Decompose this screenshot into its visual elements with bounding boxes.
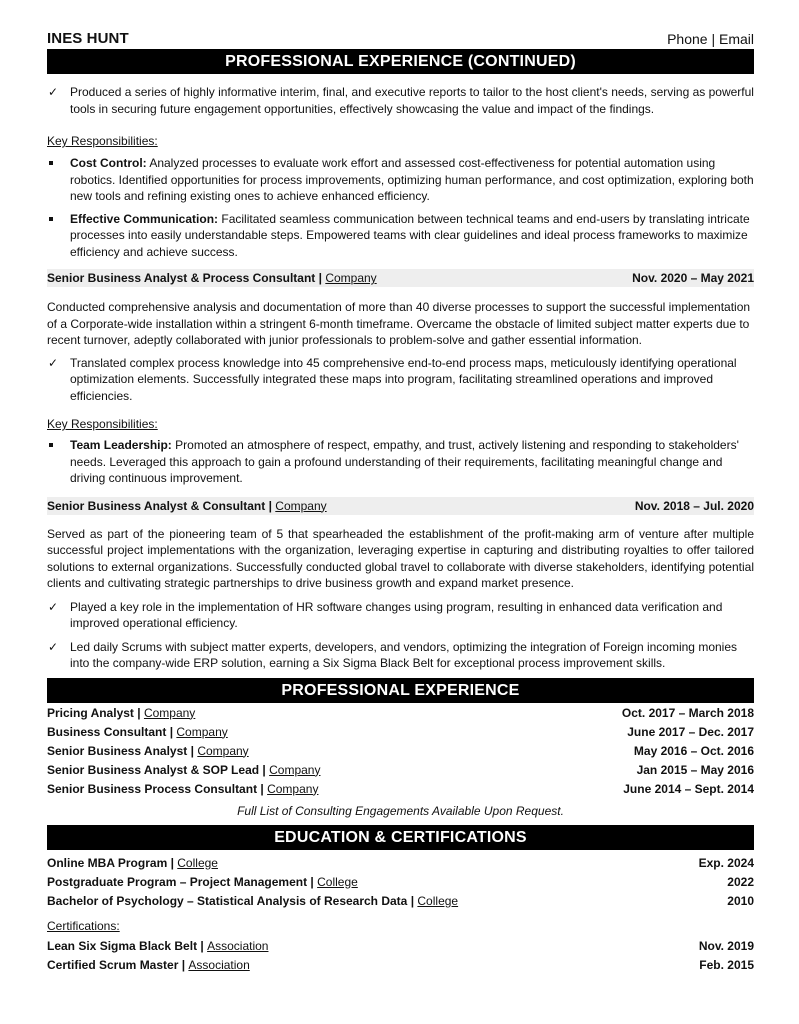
role-title: Senior Business Process Consultant [47,781,258,796]
certification-year: Feb. 2015 [699,957,754,972]
achievement-item: ✓ Led daily Scrums with subject matter experts, developers, and vendors, optimizing the integration of Foreign incoming monies into the company-wide ERP solution, earning a Six Sigma Black Belt for exceptional process improvement skills. [47,639,754,672]
responsibility-title: Team Leadership: [70,438,172,452]
certification-title: Certified Scrum Master [47,957,179,972]
responsibility-text: Analyzed processes to evaluate work effort and assessed cost-effectiveness for potential automation using robotics. Identified opportunities for process improvements, optimizing human performance, and cost optimization, exploring both new tools and refining existing ones to achieve enhanced efficiency. [70,156,754,203]
job-separator: | [265,498,276,513]
job-title-text: Senior Business Analyst & Consultant [47,498,266,513]
prior-role-row [47,742,754,761]
job-header [47,269,754,287]
job-separator: | [315,271,326,285]
responsibility-item [47,155,754,205]
role-separator: | [257,781,268,796]
job-summary: Served as part of the pioneering team of 5 that spearheaded the establishment of the profit-making arm of venture after multiple successful project implementations with the organization, leveraging expertise in capturing and distributing royalties to offer tailored solutions to external organizations. Successfully conducted global travel to collaborate with diverse stakeholders, identifying potential clients and cultivating strategic partnerships to drive business growth and expand market presence. [47,526,754,590]
degree-title: Postgraduate Program – Project Management [47,874,308,889]
contact-separator: | [711,31,716,47]
resume-header [47,30,754,47]
section-title-experience: PROFESSIONAL EXPERIENCE [47,678,754,703]
degree-year: 2010 [727,893,754,908]
job-dates: Nov. 2018 – Jul. 2020 [634,498,754,513]
prior-role-row [47,723,754,742]
degree-title: Bachelor of Psychology – Statistical Analysis of Research Data [47,893,408,908]
section-title-experience-continued: PROFESSIONAL EXPERIENCE (CONTINUED) [47,49,754,74]
role-separator: | [259,762,270,777]
key-responsibilities-label: Key Responsibilities: [47,134,158,148]
job-title [47,269,377,287]
role-title: Business Consultant [47,724,167,739]
certification-title: Lean Six Sigma Black Belt [47,938,198,953]
job-summary: Conducted comprehensive analysis and documentation of more than 40 diverse processes to support the successful implementation of a Corporate-wide installation within a stringent 6-month timeframe. Overcame the obstacle of limited subject matter experts due to recent turnover, adeptly collaborated with junior professionals to problem-solve and gather essential information. [47,300,751,347]
role-dates: Oct. 2017 – March 2018 [621,705,754,720]
certification-separator: | [178,957,189,972]
education-row [47,892,754,911]
continued-achievements [47,84,754,117]
company-link[interactable]: Company [143,705,196,720]
role-dates: June 2014 – Sept. 2014 [623,781,754,796]
key-responsibilities-label: Key Responsibilities: [47,417,158,431]
role-title: Senior Business Analyst & SOP Lead [47,762,260,777]
certification-separator: | [197,938,208,953]
certification-year: Nov. 2019 [698,938,754,953]
company-link[interactable]: Company [267,781,319,796]
job-title [47,497,327,515]
degree-title: Online MBA Program [47,855,168,870]
role-dates: May 2016 – Oct. 2016 [633,743,754,758]
continued-responsibilities [47,155,754,260]
resume-page [47,30,754,975]
company-link[interactable]: Company [325,271,377,285]
responsibility-item [47,211,754,261]
company-link[interactable]: Company [275,498,327,513]
achievement-item: ✓ Played a key role in the implementation of HR software changes using program, resulting in enhanced data verification and improved operational efficiency. [47,599,754,632]
education-list [47,854,754,911]
certifications-list [47,937,754,975]
prior-roles-list [47,704,754,799]
responsibility-title: Effective Communication: [70,211,219,226]
company-link[interactable]: Company [269,762,321,777]
association-link[interactable]: Association [188,957,250,972]
responsibility-text: Facilitated seamless communication between technical teams and end-users by translating intricate processes into easily understandable steps. Empowered teams with clear guidelines and ideal process frameworks to maximize efficiency and achieve success. [70,211,750,259]
job-title-text: Senior Business Analyst & Process Consultant [47,271,316,285]
association-link[interactable]: Association [207,938,269,953]
school-link[interactable]: College [417,893,459,908]
job-dates: Nov. 2020 – May 2021 [632,271,754,285]
candidate-name: INES HUNT [47,30,129,47]
role-separator: | [133,705,144,720]
prior-role-row [47,780,754,799]
school-link[interactable]: College [317,874,358,889]
email: Email [718,31,754,47]
school-link[interactable]: College [177,855,218,870]
company-link[interactable]: Company [197,743,249,758]
contact-info [667,31,754,47]
education-row [47,854,754,873]
degree-separator: | [407,893,418,908]
certification-row [47,956,754,975]
role-title: Senior Business Analyst [47,743,188,758]
responsibility-item [47,437,754,487]
prior-role-row [47,761,754,780]
certification-row [47,937,754,956]
prior-role-row [47,704,754,723]
degree-year: Exp. 2024 [698,855,754,870]
achievement-item: ✓ Translated complex process knowledge into 45 comprehensive end-to-end process maps, meticulously identifying operational optimization elements. Successfully integrated these maps into program, facilitating streamlined operations and improved efficiencies. [47,355,754,405]
phone: Phone [667,31,708,47]
job-header [47,497,754,515]
degree-separator: | [167,855,178,870]
role-dates: Jan 2015 – May 2016 [636,762,754,777]
role-separator: | [187,743,198,758]
section-title-education: EDUCATION & CERTIFICATIONS [47,825,754,850]
role-title: Pricing Analyst [47,705,134,720]
job-responsibilities [47,437,754,487]
certifications-label: Certifications: [47,918,120,933]
responsibility-title: Cost Control: [70,156,147,170]
achievement-item: ✓ Produced a series of highly informative interim, final, and executive reports to tailor to the host client's needs, serving as powerful tools in securing future engagement opportunities, effectively showcasing the value and impact of the findings. [47,84,754,117]
company-link[interactable]: Company [176,724,228,739]
degree-year: 2022 [727,874,754,889]
role-dates: June 2017 – Dec. 2017 [627,724,754,739]
engagements-note: Full List of Consulting Engagements Available Upon Request. [237,803,564,818]
degree-separator: | [307,874,318,889]
job-achievements [47,355,754,405]
education-row [47,873,754,892]
job-achievements [47,599,754,672]
responsibility-text: Promoted an atmosphere of respect, empathy, and trust, actively listening and responding to stakeholders' needs. Leveraged this approach to gain a profound understanding of their requirements, facilitating meaningful change and driving continuous improvement. [70,438,739,485]
role-separator: | [166,724,177,739]
